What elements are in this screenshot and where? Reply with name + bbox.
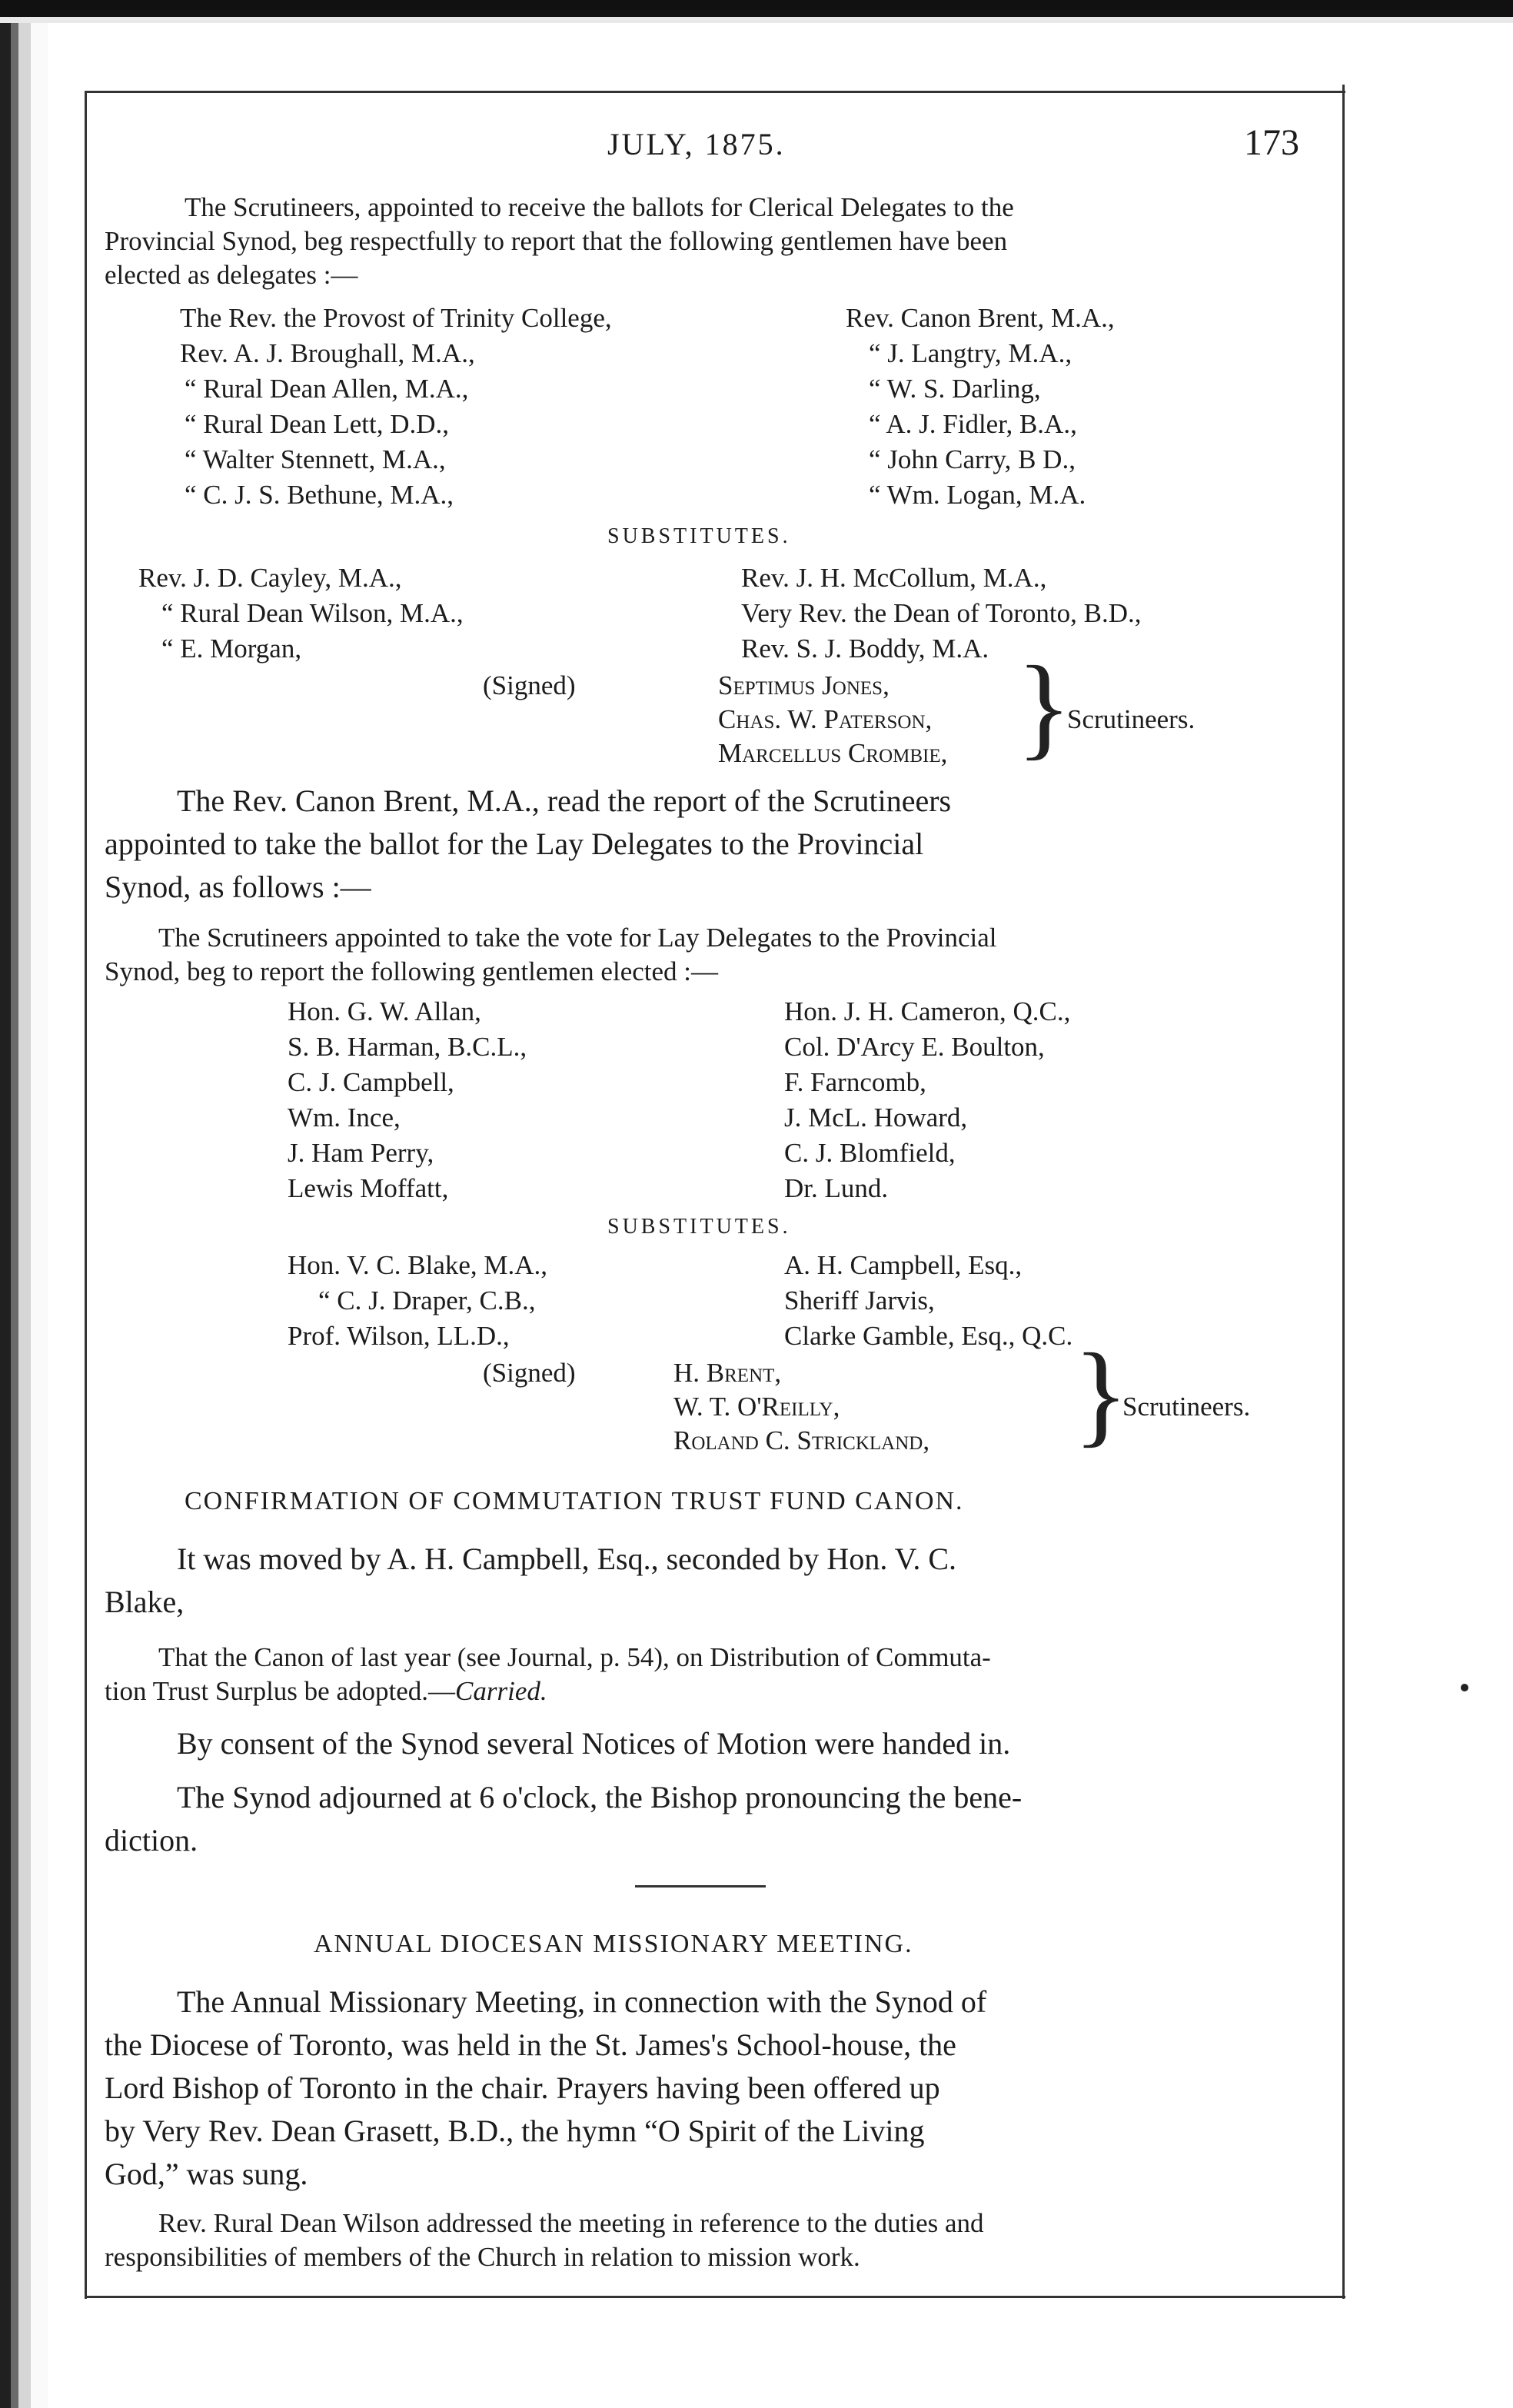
scan-top-shadow bbox=[0, 17, 1513, 23]
motion-line-2: Blake, bbox=[105, 1585, 185, 1619]
lay-signed-label: (Signed) bbox=[483, 1358, 576, 1388]
page-top-border bbox=[85, 91, 1345, 93]
list-item: Hon. G. W. Allan, bbox=[288, 996, 481, 1026]
list-item: The Rev. the Provost of Trinity College, bbox=[180, 303, 612, 333]
lay-intro-line-2: Synod, beg to report the following gentlemen elected :— bbox=[105, 956, 718, 986]
list-item: J. McL. Howard, bbox=[784, 1103, 968, 1132]
list-item: A. H. Campbell, Esq., bbox=[784, 1250, 1023, 1280]
adjourned-line-2: diction. bbox=[105, 1823, 198, 1858]
lay-substitutes-heading: SUBSTITUTES. bbox=[607, 1215, 791, 1239]
list-item: Rev. A. J. Broughall, M.A., bbox=[180, 338, 475, 368]
lay-report-line-1: The Rev. Canon Brent, M.A., read the report of the Scrutineers bbox=[177, 783, 952, 818]
page-right-border bbox=[1342, 85, 1345, 2299]
resolution-line-2 bbox=[105, 1678, 547, 1705]
missionary-line-3: Lord Bishop of Toronto in the chair. Prayers having been offered up bbox=[105, 2070, 940, 2105]
list-item: Sheriff Jarvis, bbox=[784, 1285, 935, 1315]
confirmation-heading: CONFIRMATION OF COMMUTATION TRUST FUND CANON. bbox=[185, 1487, 964, 1515]
page-bottom-border bbox=[85, 2296, 1345, 2298]
motion-line-1: It was moved by A. H. Campbell, Esq., seconded by Hon. V. C. bbox=[177, 1542, 957, 1576]
missionary-line-5: God,” was sung. bbox=[105, 2157, 308, 2191]
clerical-intro-line-2: Provincial Synod, beg respectfully to report that the following gentlemen have been bbox=[105, 226, 1008, 256]
signatory: Roland C. Strickland, bbox=[673, 1425, 930, 1455]
list-item: Rev. J. D. Cayley, M.A., bbox=[138, 563, 402, 593]
running-head-date: JULY, 1875. bbox=[607, 127, 786, 161]
list-item: Rev. S. J. Boddy, M.A. bbox=[741, 634, 989, 664]
list-item: “ C. J. Draper, C.B., bbox=[318, 1285, 536, 1315]
clerical-intro-line-1: The Scrutineers, appointed to receive the ballots for Clerical Delegates to the bbox=[185, 192, 1014, 222]
section-divider bbox=[635, 1885, 766, 1887]
list-item: Clarke Gamble, Esq., Q.C. bbox=[784, 1321, 1073, 1351]
scan-left-edge bbox=[0, 23, 48, 2408]
list-item: “ C. J. S. Bethune, M.A., bbox=[185, 480, 454, 510]
list-item: “ E. Morgan, bbox=[161, 634, 302, 664]
clerical-substitutes-heading: SUBSTITUTES. bbox=[607, 524, 791, 548]
signatory: H. Brent, bbox=[673, 1358, 782, 1388]
resolution-line-1: That the Canon of last year (see Journal, p. 54), on Distribution of Commuta- bbox=[158, 1642, 991, 1672]
list-item: Rev. Canon Brent, M.A., bbox=[846, 303, 1115, 333]
missionary-line-4: by Very Rev. Dean Grasett, B.D., the hymn “O Spirit of the Living bbox=[105, 2114, 925, 2148]
list-item: “ Rural Dean Wilson, M.A., bbox=[161, 598, 464, 628]
list-item: C. J. Blomfield, bbox=[784, 1138, 956, 1168]
clerical-signed-label: (Signed) bbox=[483, 670, 576, 700]
list-item: C. J. Campbell, bbox=[288, 1067, 454, 1097]
notices-line: By consent of the Synod several Notices of Motion were handed in. bbox=[177, 1726, 1011, 1761]
missionary-line-2: the Diocese of Toronto, was held in the St. James's School-house, the bbox=[105, 2027, 956, 2062]
list-item: Hon. V. C. Blake, M.A., bbox=[288, 1250, 548, 1280]
list-item: J. Ham Perry, bbox=[288, 1138, 434, 1168]
list-item: “ Rural Dean Lett, D.D., bbox=[185, 409, 450, 439]
resolution-text: tion Trust Surplus be adopted.— bbox=[105, 1676, 456, 1706]
lay-report-line-3: Synod, as follows :— bbox=[105, 870, 371, 904]
brace-glyph: } bbox=[1016, 643, 1072, 770]
list-item: “ Wm. Logan, M.A. bbox=[869, 480, 1086, 510]
list-item: Wm. Ince, bbox=[288, 1103, 401, 1132]
lay-scrutineers-label: Scrutineers. bbox=[1122, 1392, 1251, 1422]
scan-speck bbox=[1461, 1684, 1468, 1691]
brace-glyph: } bbox=[1073, 1330, 1129, 1458]
scan-top-edge bbox=[0, 0, 1513, 17]
signatory: Marcellus Crombie, bbox=[718, 738, 948, 768]
list-item: Rev. J. H. McCollum, M.A., bbox=[741, 563, 1047, 593]
list-item: “ W. S. Darling, bbox=[869, 374, 1041, 404]
missionary-line-1: The Annual Missionary Meeting, in connection with the Synod of bbox=[177, 1984, 987, 2019]
list-item: “ A. J. Fidler, B.A., bbox=[869, 409, 1077, 439]
page-left-border bbox=[85, 92, 87, 2299]
list-item: “ John Carry, B D., bbox=[869, 444, 1076, 474]
list-item: F. Farncomb, bbox=[784, 1067, 926, 1097]
clerical-scrutineers-label: Scrutineers. bbox=[1067, 704, 1195, 734]
list-item: Lewis Moffatt, bbox=[288, 1173, 449, 1203]
list-item: Hon. J. H. Cameron, Q.C., bbox=[784, 996, 1071, 1026]
clerical-intro-line-3: elected as delegates :— bbox=[105, 260, 358, 290]
signatory: Chas. W. Paterson, bbox=[718, 704, 933, 734]
list-item: “ Rural Dean Allen, M.A., bbox=[185, 374, 469, 404]
list-item: Col. D'Arcy E. Boulton, bbox=[784, 1032, 1045, 1062]
missionary-heading: ANNUAL DIOCESAN MISSIONARY MEETING. bbox=[314, 1930, 913, 1958]
list-item: S. B. Harman, B.C.L., bbox=[288, 1032, 527, 1062]
list-item: Very Rev. the Dean of Toronto, B.D., bbox=[741, 598, 1142, 628]
carried-label: Carried. bbox=[455, 1676, 547, 1706]
list-item: “ J. Langtry, M.A., bbox=[869, 338, 1072, 368]
signatory: Septimus Jones, bbox=[718, 670, 890, 700]
list-item: “ Walter Stennett, M.A., bbox=[185, 444, 446, 474]
lay-intro-line-1: The Scrutineers appointed to take the vote for Lay Delegates to the Provincial bbox=[158, 923, 997, 953]
lay-report-line-2: appointed to take the ballot for the Lay Delegates to the Provincial bbox=[105, 827, 924, 861]
list-item: Dr. Lund. bbox=[784, 1173, 889, 1203]
closing-line-1: Rev. Rural Dean Wilson addressed the meeting in reference to the duties and bbox=[158, 2208, 984, 2238]
page-number: 173 bbox=[1244, 122, 1299, 163]
adjourned-line-1: The Synod adjourned at 6 o'clock, the Bishop pronouncing the bene- bbox=[177, 1780, 1023, 1814]
list-item: Prof. Wilson, LL.D., bbox=[288, 1321, 510, 1351]
signatory: W. T. O'Reilly, bbox=[673, 1392, 840, 1422]
closing-line-2: responsibilities of members of the Church in relation to mission work. bbox=[105, 2242, 860, 2272]
